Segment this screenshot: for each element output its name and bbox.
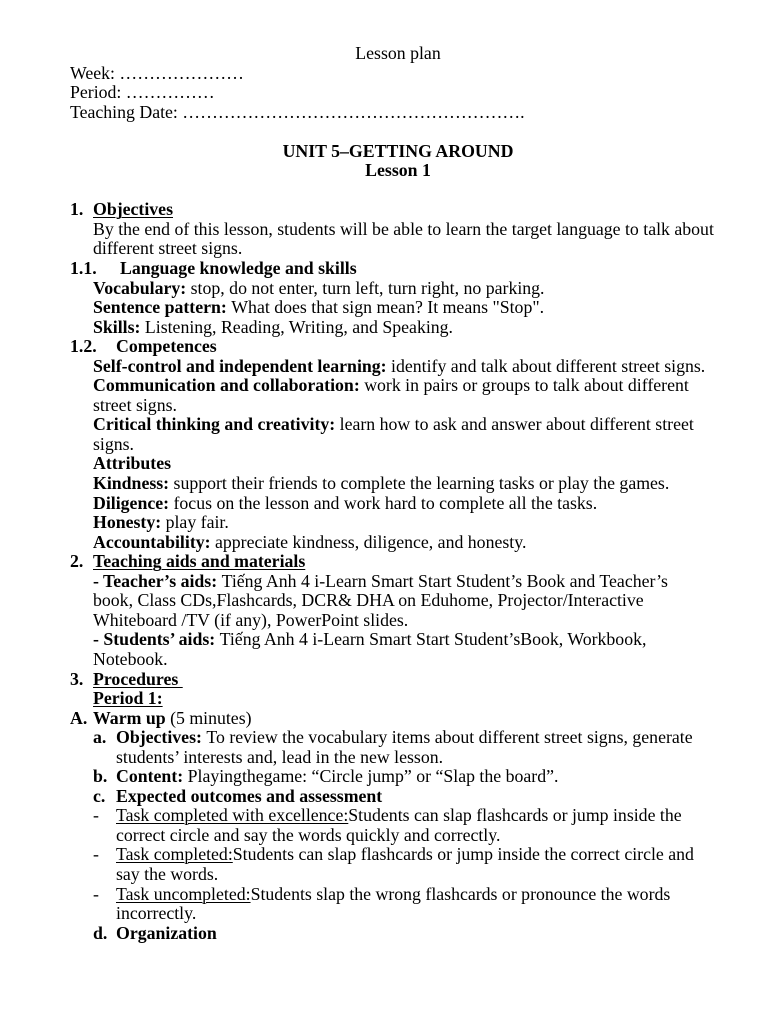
subsection-heading: Language knowledge and skills xyxy=(120,258,357,279)
item-label: Communication and collaboration: xyxy=(93,375,360,396)
item-text: appreciate kindness, diligence, and honesty. xyxy=(215,531,527,552)
item-label: Vocabulary: xyxy=(93,277,187,298)
warm-up-objectives-line xyxy=(70,728,726,748)
accountability-line xyxy=(70,533,726,553)
teacher-aids-line-cont: book, Class CDs,Flashcards, DCR& DHA on Eduhome, Projector/Interactive xyxy=(93,590,644,611)
item-label: Honesty: xyxy=(93,512,162,533)
warm-up-organization-line xyxy=(70,924,726,944)
item-label: Skills: xyxy=(93,316,141,337)
item-marker: b. xyxy=(93,766,108,787)
item-text: What does that sign mean? It means "Stop". xyxy=(231,297,545,318)
vocabulary-line xyxy=(70,279,726,299)
item-text: stop, do not enter, turn left, turn right, no parking. xyxy=(190,277,545,298)
section-number: 3. xyxy=(70,668,84,689)
competences-heading xyxy=(70,337,726,357)
objectives-intro-line: By the end of this lesson, students will be able to learn the target language to talk about xyxy=(93,218,714,239)
item-label: - Students’ aids: xyxy=(93,629,216,650)
item-label: Critical thinking and creativity: xyxy=(93,414,336,435)
outcome-text: Students can slap flashcards or jump inside the xyxy=(348,805,682,826)
item-text: To review the vocabulary items about different street signs, generate xyxy=(206,727,693,748)
item-text: Listening, Reading, Writing, and Speaking. xyxy=(144,316,453,337)
outcome-uncompleted-line-cont: incorrectly. xyxy=(116,903,197,924)
bullet-marker: - xyxy=(93,844,99,865)
stage-heading: Warm up xyxy=(93,707,166,728)
item-text: identify and talk about different street signs. xyxy=(391,355,706,376)
item-label: Sentence pattern: xyxy=(93,297,227,318)
teaching-date-field: Teaching Date: …………………………………………………. xyxy=(70,101,525,122)
outcome-excellence-line xyxy=(70,806,726,826)
objectives-heading xyxy=(70,200,726,220)
honesty-line xyxy=(70,513,726,533)
item-label: Diligence: xyxy=(93,492,170,513)
item-label: Kindness: xyxy=(93,473,170,494)
item-text: learn how to ask and answer about different street xyxy=(339,414,694,435)
knowledge-heading xyxy=(70,259,726,279)
item-label: Objectives: xyxy=(116,727,202,748)
section-heading: Teaching aids and materials xyxy=(93,551,306,572)
teaching-aids-heading xyxy=(70,552,726,572)
item-label: Expected outcomes and assessment xyxy=(116,785,383,806)
document-title: Lesson plan xyxy=(355,43,441,63)
item-label: - Teacher’s aids: xyxy=(93,570,218,591)
outcome-label: Task uncompleted: xyxy=(116,883,251,904)
item-text: play fair. xyxy=(165,512,229,533)
procedures-heading xyxy=(70,670,726,690)
critical-thinking-line xyxy=(70,415,726,435)
self-control-line xyxy=(70,357,726,377)
critical-thinking-line-cont: signs. xyxy=(93,433,135,454)
communication-line-cont: street signs. xyxy=(93,394,177,415)
unit-title: UNIT 5–GETTING AROUND xyxy=(282,140,514,161)
teacher-aids-line-cont: Whiteboard /TV (if any), PowerPoint slides. xyxy=(93,609,409,630)
item-marker: a. xyxy=(93,727,107,748)
bullet-marker: - xyxy=(93,805,99,826)
section-number: 2. xyxy=(70,551,84,572)
outcome-label: Task completed with excellence: xyxy=(116,805,349,826)
subsection-number: 1.1. xyxy=(70,258,97,279)
diligence-line xyxy=(70,494,726,514)
item-marker: d. xyxy=(93,922,108,943)
students-aids-line-cont: Notebook. xyxy=(93,648,168,669)
item-text: Tiếng Anh 4 i-Learn Smart Start Student’sBook, Workbook, xyxy=(219,629,647,650)
warm-up-heading xyxy=(70,709,726,729)
week-field: Week: ………………… xyxy=(70,62,244,83)
subsection-heading: Competences xyxy=(116,336,217,357)
sentence-pattern-line xyxy=(70,298,726,318)
item-label: Accountability: xyxy=(93,531,211,552)
section-heading: Objectives xyxy=(93,199,173,220)
subsection-number: 1.2. xyxy=(70,336,97,357)
period-field: Period: …………… xyxy=(70,82,215,103)
item-text: focus on the lesson and work hard to complete all the tasks. xyxy=(173,492,598,513)
item-marker: c. xyxy=(93,785,106,806)
skills-line xyxy=(70,318,726,338)
outcome-completed-line xyxy=(70,845,726,865)
section-number: 1. xyxy=(70,199,84,220)
blank-line xyxy=(70,122,726,142)
kindness-line xyxy=(70,474,726,494)
item-label: Content: xyxy=(116,766,184,787)
warm-up-objectives-line-cont: students’ interests and, lead in the new lesson. xyxy=(116,746,444,767)
warm-up-outcomes-heading xyxy=(70,787,726,807)
outcome-text: Students can slap flashcards or jump inside the correct circle and xyxy=(232,844,694,865)
item-text: support their friends to complete the learning tasks or play the games. xyxy=(173,473,670,494)
stage-duration: (5 minutes) xyxy=(170,707,252,728)
item-text: Playingthegame: “Circle jump” or “Slap the board”. xyxy=(187,766,559,787)
section-heading: Procedures xyxy=(93,668,183,689)
warm-up-content-line xyxy=(70,767,726,787)
stage-letter: A. xyxy=(70,707,88,728)
outcome-text: Students slap the wrong flashcards or pronounce the words xyxy=(250,883,671,904)
period-heading xyxy=(70,689,726,709)
item-text: Tiếng Anh 4 i-Learn Smart Start Student’s Book and Teacher’s xyxy=(221,570,668,591)
outcome-excellence-line-cont: correct circle and say the words quickly and correctly. xyxy=(116,824,501,845)
students-aids-line xyxy=(70,630,726,650)
objectives-intro-line: different street signs. xyxy=(93,238,243,259)
outcome-completed-line-cont: say the words. xyxy=(116,863,219,884)
item-text: work in pairs or groups to talk about different xyxy=(364,375,689,396)
bullet-marker: - xyxy=(93,883,99,904)
item-label: Organization xyxy=(116,922,217,943)
period-label: Period 1: xyxy=(93,688,163,709)
teacher-aids-line xyxy=(70,572,726,592)
lesson-title: Lesson 1 xyxy=(365,160,431,181)
communication-line xyxy=(70,376,726,396)
outcome-label: Task completed: xyxy=(116,844,233,865)
blank-line xyxy=(70,181,726,201)
item-label: Self-control and independent learning: xyxy=(93,355,387,376)
attributes-heading: Attributes xyxy=(93,453,172,474)
outcome-uncompleted-line xyxy=(70,885,726,905)
